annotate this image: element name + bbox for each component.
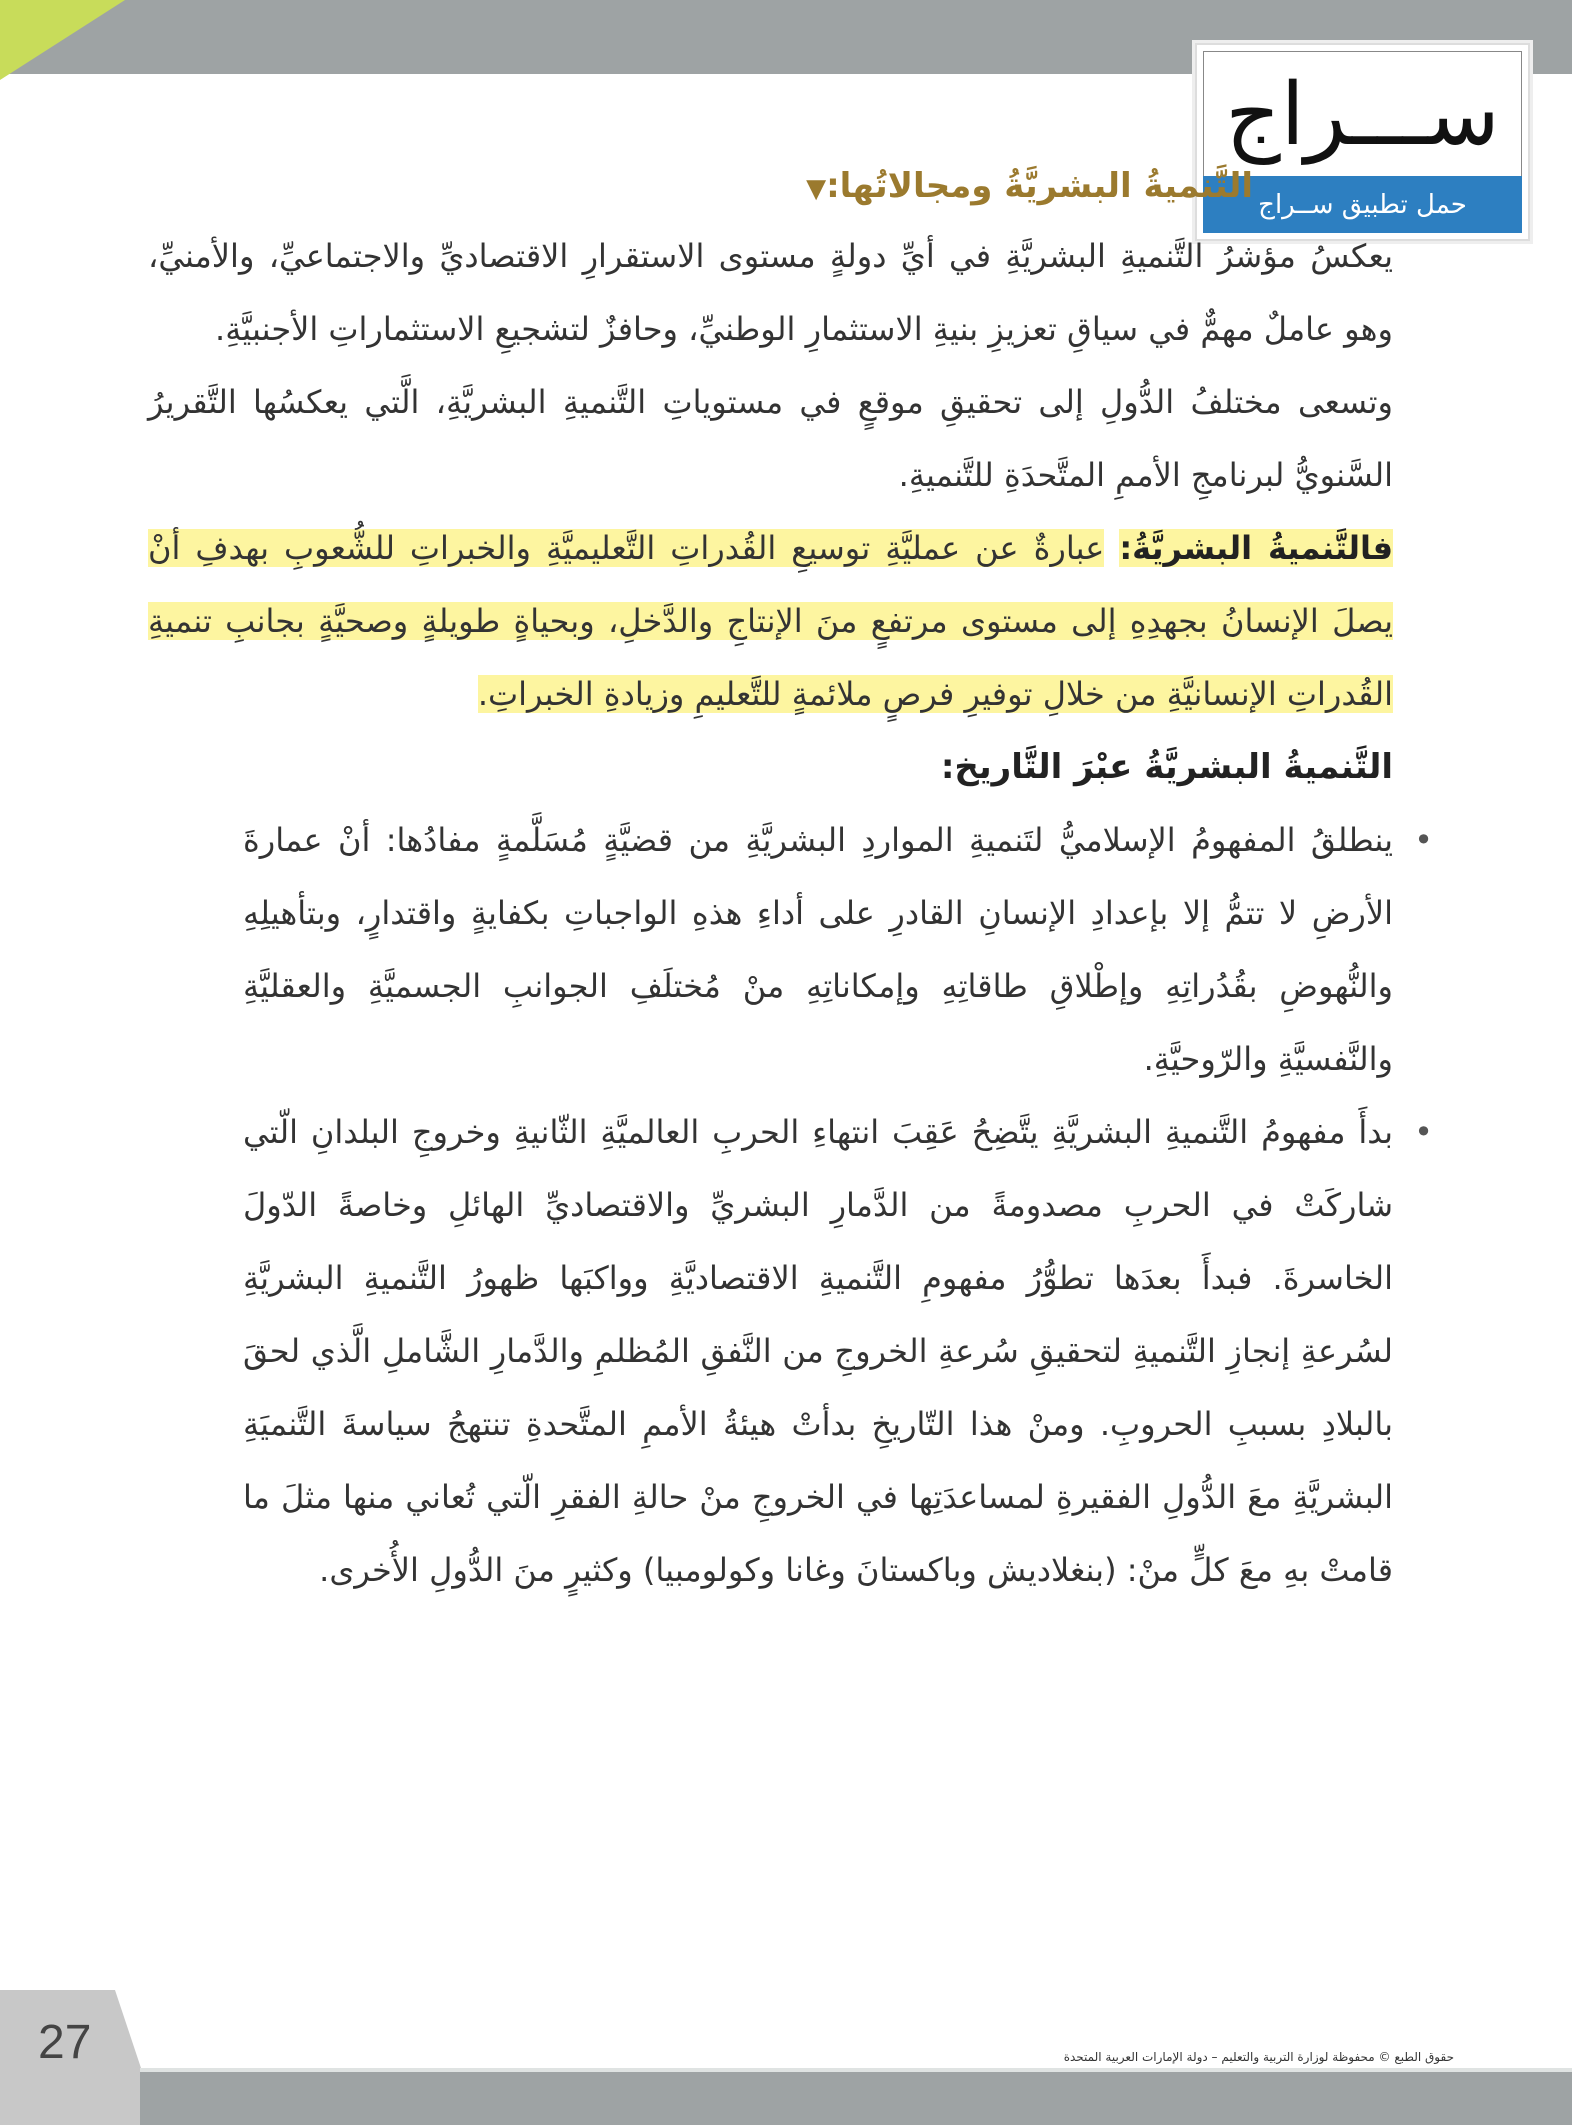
paragraph: وتسعى مختلفُ الدُّولِ إلى تحقيقِ موقعٍ في مستوياتِ التَّنميةِ البشريَّةِ، الَّتي يعكسُها التَّقريرُ السَّنويُّ لبرنامجِ الأممِ المتَّحدَةِ للتَّنميةِ.: [148, 383, 1393, 494]
page-number: 27: [38, 2016, 92, 2069]
section-heading-text: التَّنميةُ البشريَّةُ ومجالاتُها:: [826, 166, 1253, 206]
paragraph: يعكسُ مؤشرُ التَّنميةِ البشريَّةِ في أيِّ دولةٍ مستوى الاستقرارِ الاقتصاديِّ والاجتماعيِّ، والأمنيِّ، وهو عاملٌ مهمٌّ في سياقِ تعزيزِ بنيةِ الاستثمارِ الوطنيِّ، وحافزٌ لتشجيعِ الاستثماراتِ الأجنبيَّةِ.: [148, 237, 1393, 348]
bullet-list: [243, 804, 1393, 1607]
section-heading: [148, 150, 1393, 220]
download-app-banner[interactable]: حمل تطبيق ســراج: [1203, 176, 1522, 233]
green-corner-accent: [0, 0, 125, 80]
triangle-marker-icon: ▼: [806, 174, 827, 204]
list-item: • ينطلقُ المفهومُ الإسلاميُّ لتَنميةِ المواردِ البشريَّةِ من قضيَّةٍ مُسَلَّمةٍ مفادُها: أنْ عمارةَ الأرضِ لا تتمُّ إلا بإعدادِ الإنسانِ القادرِ على أداءِ هذهِ الواجباتِ بكفايةٍ واقتدارٍ، وبتأهيلِهِ والنُّهوضِ بقُدُراتِهِ وإطْلاقِ طاقاتِهِ وإمكاناتِهِ منْ مُختلَفِ الجوانبِ الجسميَّةِ والعقليَّةِ والنَّفسيَّةِ والرّوحيَّةِ.: [243, 804, 1393, 1096]
bottom-banner: [140, 2072, 1572, 2125]
subheading: التَّنميةُ البشريَّةُ عبْرَ التَّاريخ:: [940, 747, 1393, 787]
page-content: [148, 150, 1393, 1607]
definition-term: فالتَّنميةُ البشريَّةُ:: [1119, 529, 1394, 567]
copyright-notice: حقوق الطبع © محفوظة لوزارة التربية والتعليم – دولة الإمارات العربية المتحدة: [1063, 2050, 1454, 2064]
list-item: • بدأَ مفهومُ التَّنميةِ البشريَّةِ يتَّضِحُ عَقِبَ انتهاءِ الحربِ العالميَّةِ الثّانيةِ وخروجِ البلدانِ الّتي شاركَتْ في الحربِ مصدومةً من الدَّمارِ البشريِّ والاقتصاديِّ الهائلِ وخاصةً الدّولَ الخاسرةَ. فبدأَ بعدَها تطوُّرُ مفهومِ التَّنميةِ الاقتصاديَّةِ وواكبَها ظهورُ التَّنميةِ البشريَّةِ لسُرعةِ إنجازِ التَّنميةِ لتحقيقِ سُرعةِ الخروجِ من النَّفقِ المُظلمِ والدَّمارِ الشَّاملِ الَّذي لحقَ بالبلادِ بسببِ الحروبِ. ومنْ هذا التّاريخِ بدأتْ هيئةُ الأممِ المتَّحدةِ تنتهجُ سياسةَ التَّنميَةِ البشريَّةِ معَ الدُّولِ الفقيرةِ لمساعدَتِها في الخروجِ منْ حالةِ الفقرِ الّتي تُعاني منها مثلَ ما قامتْ بهِ معَ كلٍّ منْ: (بنغلاديش وباكستانَ وغانا وكولومبيا) وكثيرٍ منَ الدُّولِ الأُخرى.: [243, 1096, 1393, 1607]
logo-wordmark: ســـراج: [1203, 51, 1522, 178]
definition: [148, 512, 1393, 731]
definition-text: عبارةٌ عن عمليَّةِ توسيعِ القُدراتِ التَّعليميَّةِ والخبراتِ للشُّعوبِ بهدفِ أنْ يصلَ الإنسانُ بجهدِهِ إلى مستوى مرتفعٍ منَ الإنتاجِ والدَّخلِ، وبحياةٍ طويلةٍ وصحيَّةٍ بجانبِ تنميةِ القُدراتِ الإنسانيَّةِ من خلالِ توفيرِ فرصٍ ملائمةٍ للتَّعليمِ وزيادةِ الخبراتِ.: [148, 529, 1393, 713]
